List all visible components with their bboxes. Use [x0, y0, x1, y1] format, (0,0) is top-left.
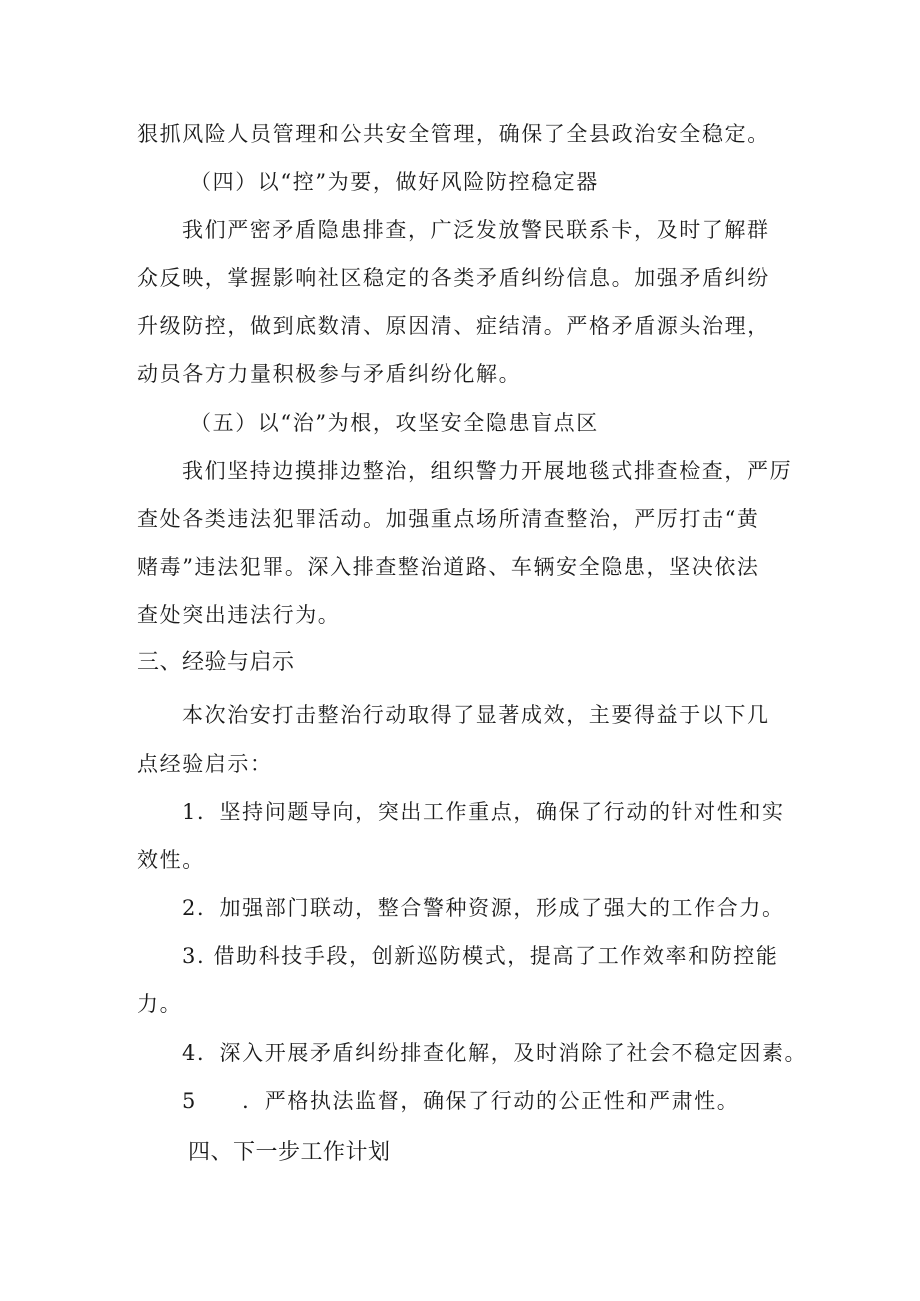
list-item-1-continued: 效性。	[137, 848, 205, 872]
paragraph-line: 查处突出违法行为。	[137, 603, 341, 627]
list-item-5: 5 ．严格执法监督，确保了行动的公正性和严肃性。	[182, 1089, 740, 1113]
paragraph-line: 本次治安打击整治行动取得了显著成效，主要得益于以下几	[182, 703, 770, 727]
paragraph-line: 众反映，掌握影响社区稳定的各类矛盾纠纷信息。加强矛盾纠纷	[137, 266, 770, 290]
paragraph-line: 升级防控，做到底数清、原因清、症结清。严格矛盾源头治理，	[137, 314, 770, 338]
paragraph-line: 动员各方力量积极参与矛盾纠纷化解。	[137, 362, 522, 386]
paragraph-line: 我们严密矛盾隐患排查，广泛发放警民联系卡，及时了解群	[182, 218, 770, 242]
section-subtitle-4: （四）以“控”为要，做好风险防控稳定器	[190, 170, 599, 194]
paragraph-line: 我们坚持边摸排边整治，组织警力开展地毯式排查检查，严厉	[182, 459, 793, 483]
section-subtitle-5: （五）以“治”为根，攻坚安全隐患盲点区	[190, 411, 599, 435]
list-item-3-continued: 力。	[137, 992, 183, 1016]
paragraph-line: 赌毒”违法犯罪。深入排查整治道路、车辆安全隐患，坚决依法	[137, 555, 760, 579]
list-item-4: 4．深入开展矛盾纠纷排查化解，及时消除了社会不稳定因素。	[182, 1041, 808, 1065]
paragraph-line: 狠抓风险人员管理和公共安全管理，确保了全县政治安全稳定。	[137, 122, 770, 146]
section-heading-4: 四、下一步工作计划	[188, 1140, 391, 1165]
list-item-1: 1．坚持问题导向，突出工作重点，确保了行动的针对性和实	[182, 800, 785, 824]
section-heading-3: 三、经验与启示	[137, 650, 295, 675]
paragraph-line: 查处各类违法犯罪活动。加强重点场所清查整治，严厉打击“黄	[137, 507, 760, 531]
list-item-3: 3. 借助科技手段，创新巡防模式，提高了工作效率和防控能	[182, 944, 779, 968]
paragraph-line: 点经验启示：	[137, 752, 273, 776]
list-item-2: 2．加强部门联动，整合警种资源，形成了强大的工作合力。	[182, 896, 785, 920]
